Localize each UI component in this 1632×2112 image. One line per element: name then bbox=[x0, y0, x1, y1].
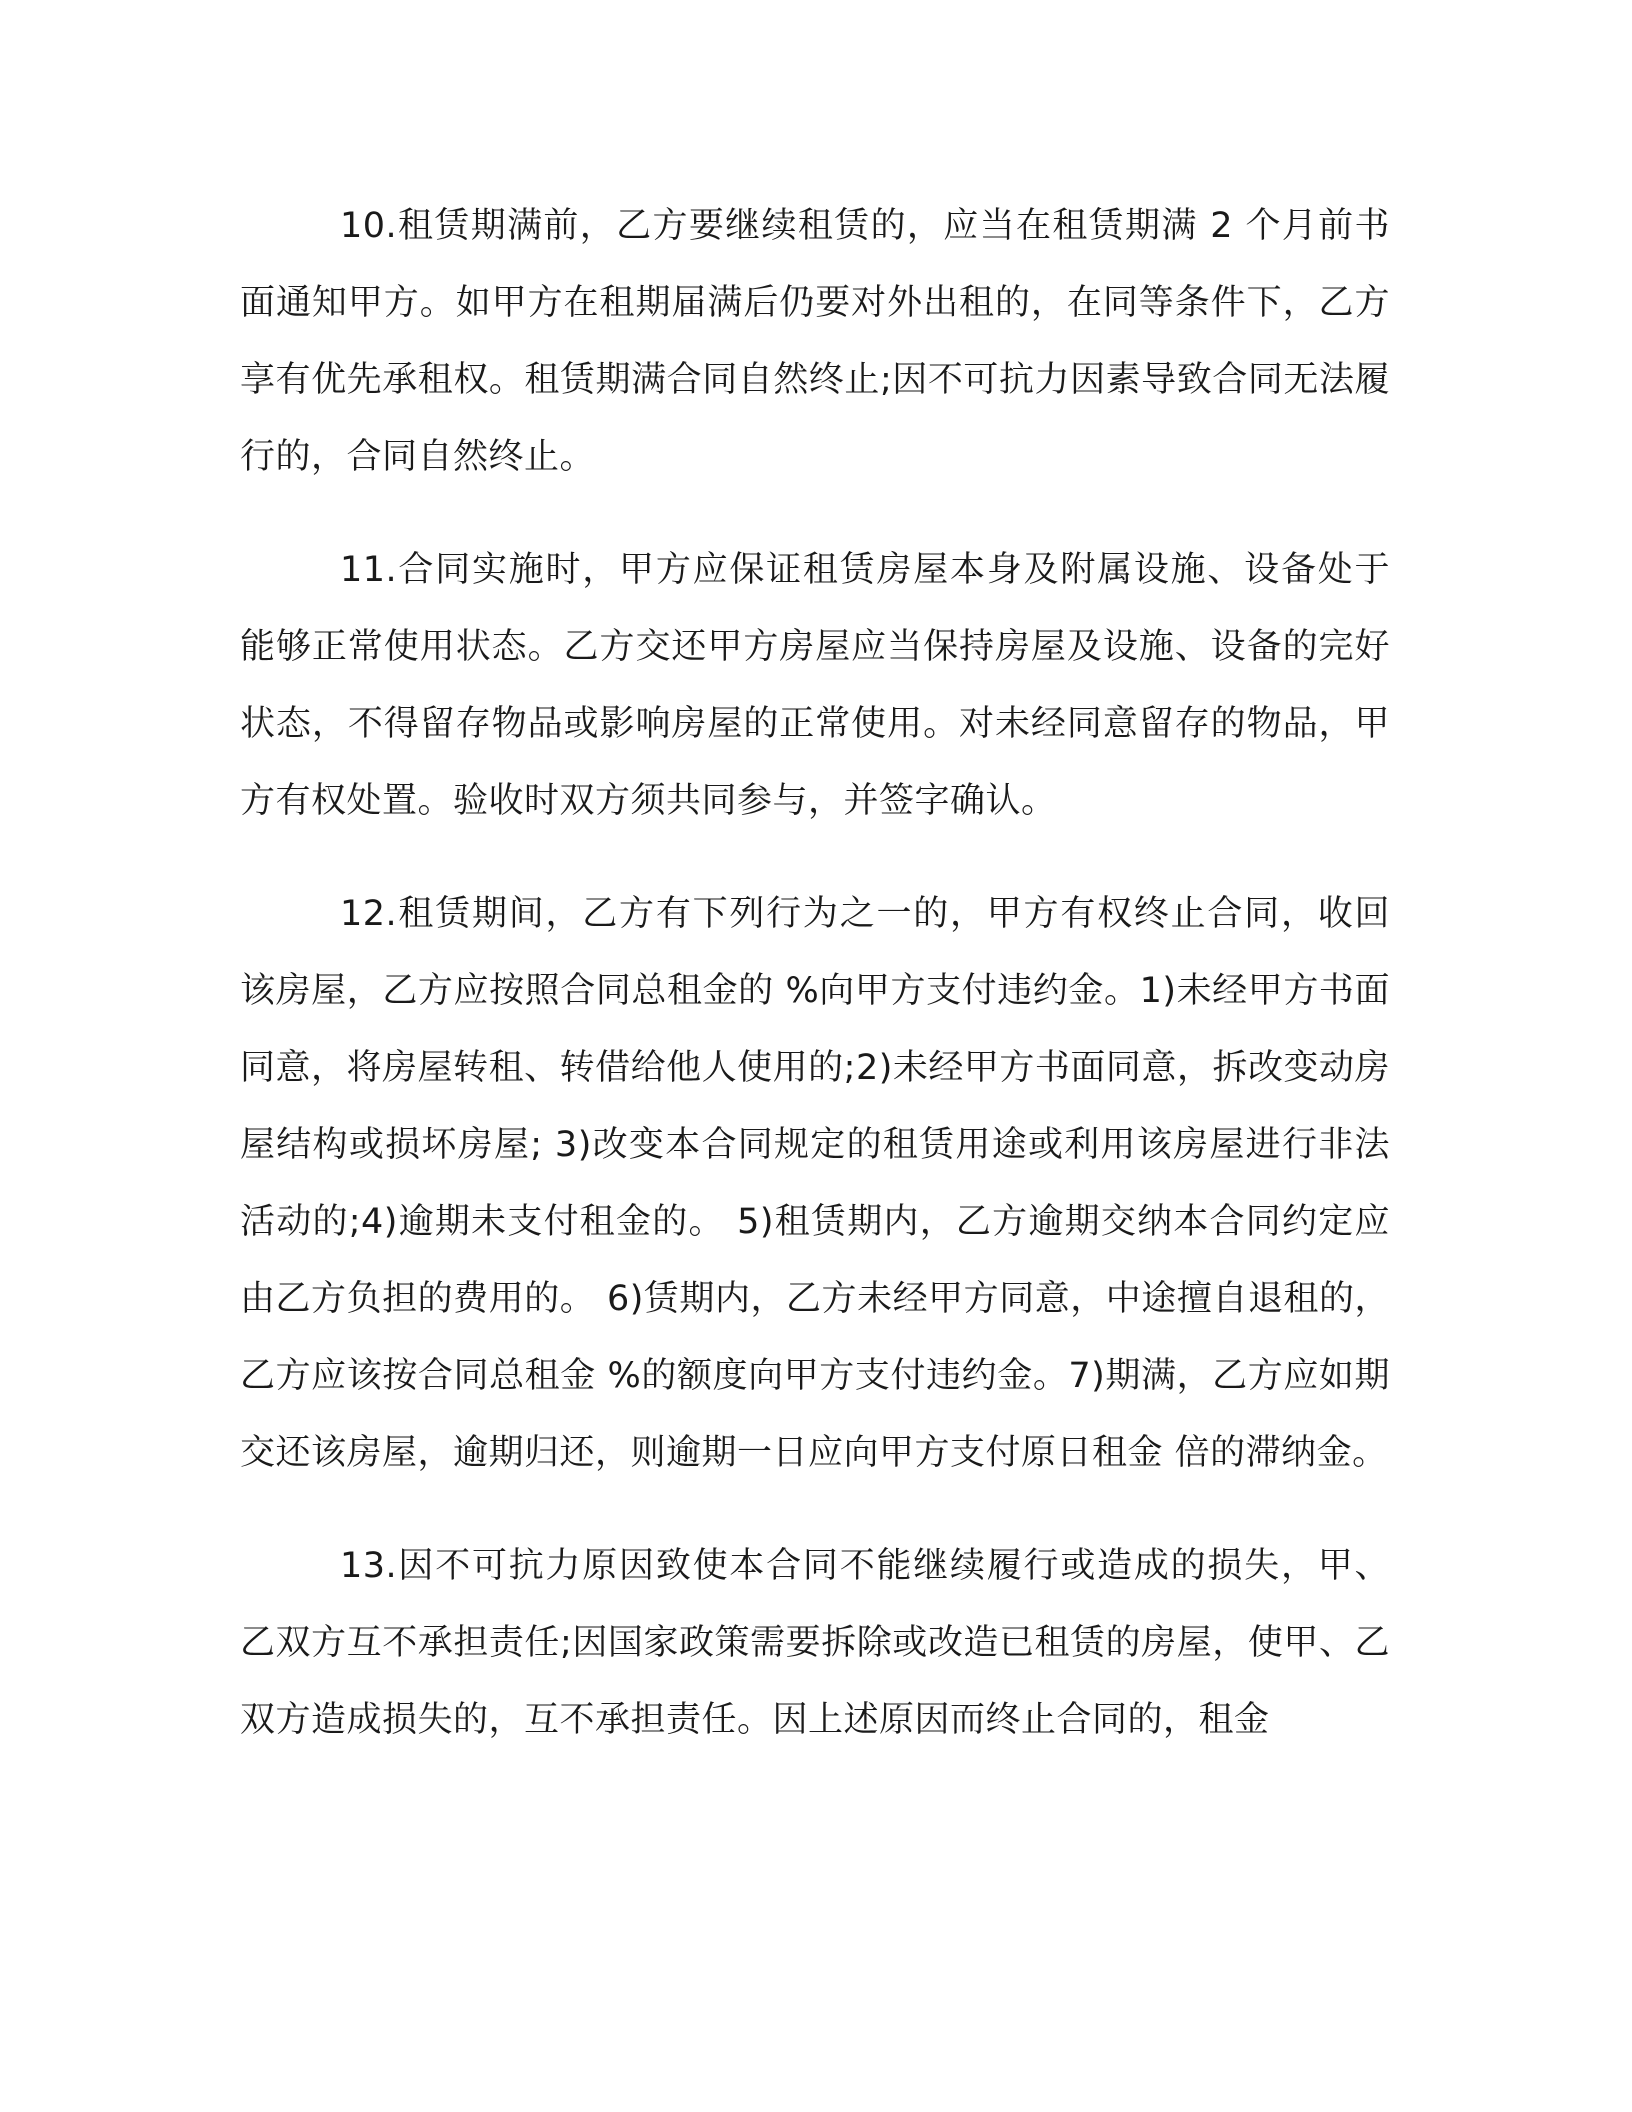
clause-12-paragraph: 12.租赁期间，乙方有下列行为之一的，甲方有权终止合同，收回该房屋，乙方应按照合同总租金的 %向甲方支付违约金。1)未经甲方书面同意，将房屋转租、转借给他人使用的;2)未经甲方书面同意，拆改变动房屋结构或损坏房屋; 3)改变本合同规定的租赁用途或利用该房屋进行非法活动的;4)逾期未支付租金的。 5)租赁期内，乙方逾期交纳本合同约定应由乙方负担的费用的。 6)赁期内，乙方未经甲方同意，中途擅自退租的，乙方应该按合同总租金 %的额度向甲方支付违约金。7)期满，乙方应如期交还该房屋，逾期归还，则逾期一日应向甲方支付原日租金 倍的滞纳金。 bbox=[240, 894, 1390, 1473]
clause-13-paragraph: 13.因不可抗力原因致使本合同不能继续履行或造成的损失，甲、乙双方互不承担责任;因国家政策需要拆除或改造已租赁的房屋，使甲、乙双方造成损失的，互不承担责任。因上述原因而终止合同的，租金 bbox=[240, 1546, 1390, 1740]
document-body bbox=[240, 188, 1390, 1795]
clause-11-paragraph: 11.合同实施时，甲方应保证租赁房屋本身及附属设施、设备处于能够正常使用状态。乙方交还甲方房屋应当保持房屋及设施、设备的完好状态，不得留存物品或影响房屋的正常使用。对未经同意留存的物品，甲方有权处置。验收时双方须共同参与，并签字确认。 bbox=[240, 550, 1390, 821]
clause-10-paragraph: 10.租赁期满前，乙方要继续租赁的，应当在租赁期满 2 个月前书面通知甲方。如甲方在租期届满后仍要对外出租的，在同等条件下，乙方享有优先承租权。租赁期满合同自然终止;因不可抗力因素导致合同无法履行的，合同自然终止。 bbox=[240, 206, 1390, 477]
